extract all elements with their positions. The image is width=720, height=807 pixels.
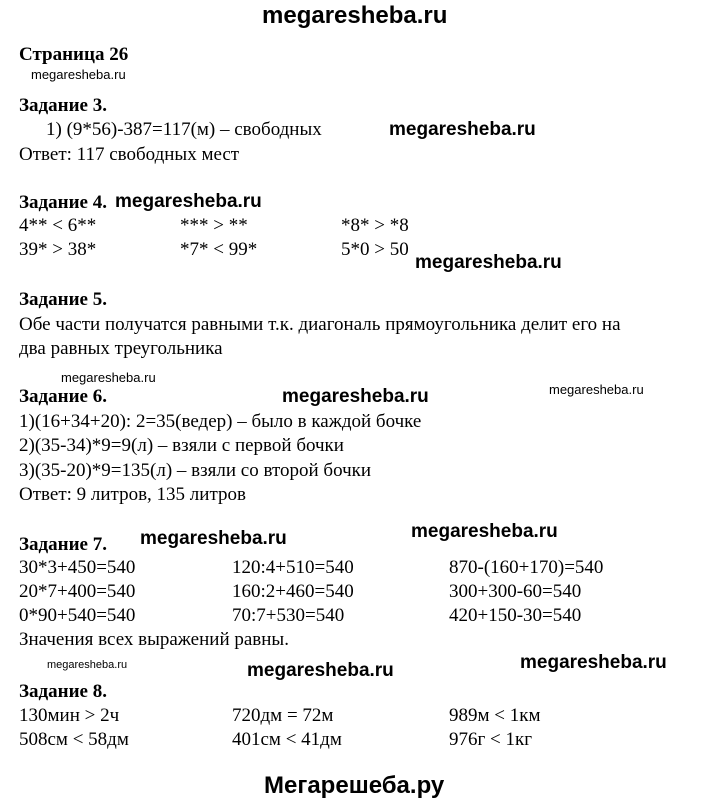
task8-cell: 508см < 58дм bbox=[19, 729, 129, 750]
task6-line: 1)(16+34+20): 2=35(ведер) – было в каждой бочке bbox=[19, 411, 422, 432]
task4-cell: *8* > *8 bbox=[341, 215, 409, 236]
task7-conclusion: Значения всех выражений равны. bbox=[19, 629, 289, 650]
task5-line2: два равных треугольника bbox=[19, 338, 223, 359]
watermark: megaresheba.ru bbox=[247, 660, 394, 681]
task8-cell: 130мин > 2ч bbox=[19, 705, 120, 726]
watermark: megaresheba.ru bbox=[47, 659, 128, 671]
task7-cell: 160:2+460=540 bbox=[232, 581, 354, 602]
watermark: megaresheba.ru bbox=[115, 191, 262, 212]
task8-cell: 401см < 41дм bbox=[232, 729, 342, 750]
task8-cell: 720дм = 72м bbox=[232, 705, 334, 726]
task7-cell: 300+300-60=540 bbox=[449, 581, 582, 602]
watermark: megaresheba.ru bbox=[520, 652, 667, 673]
task4-title: Задание 4. bbox=[19, 192, 107, 213]
watermark: megaresheba.ru bbox=[415, 252, 562, 273]
task8-cell: 976г < 1кг bbox=[449, 729, 533, 750]
task3-title: Задание 3. bbox=[19, 95, 107, 116]
task7-cell: 420+150-30=540 bbox=[449, 605, 582, 626]
watermark: megaresheba.ru bbox=[31, 67, 126, 82]
task4-cell: 5*0 > 50 bbox=[341, 239, 409, 260]
watermark: megaresheba.ru bbox=[61, 370, 156, 385]
task3-answer: Ответ: 117 свободных мест bbox=[19, 144, 240, 165]
task5-title: Задание 5. bbox=[19, 289, 107, 310]
page-title: Страница 26 bbox=[19, 44, 129, 65]
watermark: megaresheba.ru bbox=[389, 119, 536, 140]
task5-line1: Обе части получатся равными т.к. диагональ прямоугольника делит его на bbox=[19, 314, 621, 335]
task4-cell: 4** < 6** bbox=[19, 215, 97, 236]
task4-cell: *7* < 99* bbox=[180, 239, 258, 260]
task7-cell: 30*3+450=540 bbox=[19, 557, 136, 578]
task6-title: Задание 6. bbox=[19, 386, 107, 407]
task7-cell: 0*90+540=540 bbox=[19, 605, 136, 626]
task7-title: Задание 7. bbox=[19, 534, 107, 555]
task7-cell: 120:4+510=540 bbox=[232, 557, 354, 578]
task8-title: Задание 8. bbox=[19, 681, 107, 702]
task7-cell: 20*7+400=540 bbox=[19, 581, 136, 602]
task3-line1: 1) (9*56)-387=117(м) – свободных bbox=[46, 119, 322, 140]
task7-cell: 870-(160+170)=540 bbox=[449, 557, 604, 578]
watermark: megaresheba.ru bbox=[282, 386, 429, 407]
site-footer: Мегарешеба.ру bbox=[264, 772, 445, 799]
watermark: megaresheba.ru bbox=[140, 528, 287, 549]
watermark: megaresheba.ru bbox=[411, 521, 558, 542]
watermark: megaresheba.ru bbox=[549, 382, 644, 397]
task6-answer: Ответ: 9 литров, 135 литров bbox=[19, 484, 246, 505]
task6-line: 3)(35-20)*9=135(л) – взяли со второй бочки bbox=[19, 460, 372, 481]
task6-line: 2)(35-34)*9=9(л) – взяли с первой бочки bbox=[19, 435, 344, 456]
task8-cell: 989м < 1км bbox=[449, 705, 541, 726]
site-header: megaresheba.ru bbox=[262, 2, 448, 29]
task7-cell: 70:7+530=540 bbox=[232, 605, 345, 626]
task4-cell: 39* > 38* bbox=[19, 239, 97, 260]
task4-cell: *** > ** bbox=[180, 215, 248, 236]
